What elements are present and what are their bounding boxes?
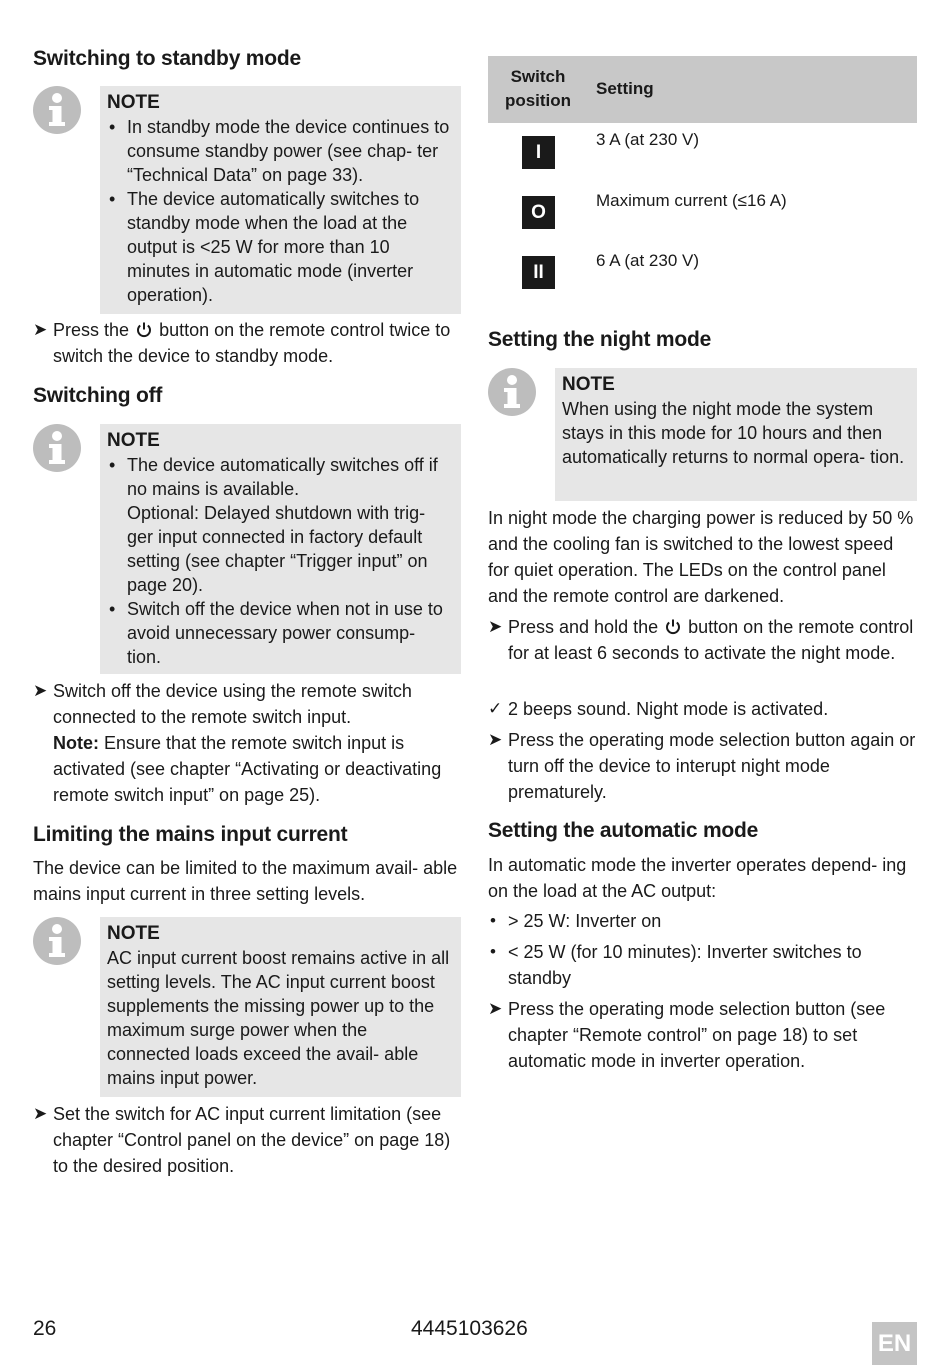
note-title: NOTE	[562, 374, 615, 395]
column-header-switch: Switch position	[504, 67, 572, 110]
note-item: • The device automatically switches to standby mode when the load at the output is <25 W for more than 10 minutes in automatic mode (inverter operation).	[109, 189, 420, 305]
power-icon	[136, 322, 152, 338]
arrow-right-icon: ➤	[488, 617, 503, 636]
night-body: In night mode the charging power is reduced by 50 % and the cooling fan is switched to the lowest speed for quiet operation. The LEDs on the control panel and the remote control are darkened.	[488, 508, 914, 606]
mains-intro: The device can be limited to the maximum avail- able mains input current in three setting levels.	[33, 858, 458, 904]
arrow-right-icon: ➤	[33, 1104, 48, 1123]
column-header-setting: Setting	[596, 79, 654, 98]
step-set-switch: ➤ Set the switch for AC input current limitation (see chapter “Control panel on the device” on page 18) to the desired position.	[33, 1101, 461, 1179]
note-item: • The device automatically switches off if no mains is available.	[109, 455, 438, 499]
note-box	[100, 86, 461, 314]
note-title: NOTE	[107, 430, 160, 451]
table-cell-setting: Maximum current (≤16 A)	[596, 191, 787, 210]
info-icon	[33, 424, 81, 472]
note-title: NOTE	[107, 923, 160, 944]
list-item: • > 25 W: Inverter on	[490, 911, 662, 931]
step-auto: ➤ Press the operating mode selection button (see chapter “Remote control” on page 18) to set automatic mode in inverter operation.	[488, 996, 917, 1074]
heading-night-mode: Setting the night mode	[488, 328, 712, 351]
note-text: When using the night mode the system stays in this mode for 10 hours and then automatically returns to normal opera- tion.	[562, 399, 905, 467]
arrow-right-icon: ➤	[33, 681, 48, 700]
note-night	[488, 368, 917, 501]
step-standby: ➤ Press the button on the remote control twice to switch the device to standby mode.	[33, 317, 461, 369]
page-number: 26	[33, 1317, 57, 1340]
note-mains	[33, 917, 461, 1097]
switch-position-badge: II	[522, 256, 555, 289]
info-icon	[488, 368, 536, 416]
note-item: • In standby mode the device continues to consume standby power (see chap- ter “Technical Data” on page 33).	[109, 117, 450, 185]
power-icon	[665, 619, 681, 635]
list-item: • < 25 W (for 10 minutes): Inverter switches to standby	[490, 942, 862, 988]
note-title: NOTE	[107, 92, 160, 113]
note-text: AC input current boost remains active in all setting levels. The AC input current boost supplements the missing power up to the maximum surge power when the connected loads exceed the avail- able mains input power.	[107, 948, 450, 1088]
step-switch-off: ➤ Switch off the device using the remote switch connected to the remote switch input. Note: Ensure that the remote switch input is activated (see chapter “Activating or deactivating remote switch input” on page 25).	[33, 678, 461, 808]
language-badge: EN	[872, 1322, 917, 1365]
heading-standby: Switching to standby mode	[33, 47, 302, 70]
result-night: ✓ 2 beeps sound. Night mode is activated.	[488, 696, 917, 722]
auto-intro: In automatic mode the inverter operates depend- ing on the load at the AC output:	[488, 855, 907, 901]
heading-mains-current: Limiting the mains input current	[33, 823, 348, 846]
heading-automatic-mode: Setting the automatic mode	[488, 819, 759, 842]
note-item: • Switch off the device when not in use to avoid unnecessary power consump- tion.	[109, 599, 443, 667]
note-box	[100, 917, 461, 1097]
switch-position-badge: O	[522, 196, 555, 229]
step-night-activate: ➤ Press and hold the button on the remote control for at least 6 seconds to activate the night mode.	[488, 614, 917, 666]
note-box	[555, 368, 917, 501]
info-icon	[33, 86, 81, 134]
info-icon	[33, 917, 81, 965]
note-label: Note:	[53, 733, 99, 753]
arrow-right-icon: ➤	[488, 999, 503, 1018]
note-box	[100, 424, 461, 674]
arrow-right-icon: ➤	[488, 730, 503, 749]
step-night-interrupt: ➤ Press the operating mode selection button again or turn off the device to interupt night mode prematurely.	[488, 727, 917, 805]
document-number: 4445103626	[411, 1317, 528, 1340]
checkmark-icon: ✓	[488, 699, 503, 718]
table-cell-setting: 3 A (at 230 V)	[596, 130, 700, 149]
note-standby	[33, 86, 461, 314]
note-item-continuation: Optional: Delayed shutdown with trig- ger input connected in factory default setting (see chapter “Trigger input” on page 20).	[127, 503, 428, 595]
note-switching-off	[33, 424, 461, 674]
arrow-right-icon: ➤	[33, 320, 48, 339]
table-header	[488, 56, 917, 123]
switch-position-badge: I	[522, 136, 555, 169]
heading-switching-off: Switching off	[33, 384, 163, 407]
table-cell-setting: 6 A (at 230 V)	[596, 251, 700, 270]
